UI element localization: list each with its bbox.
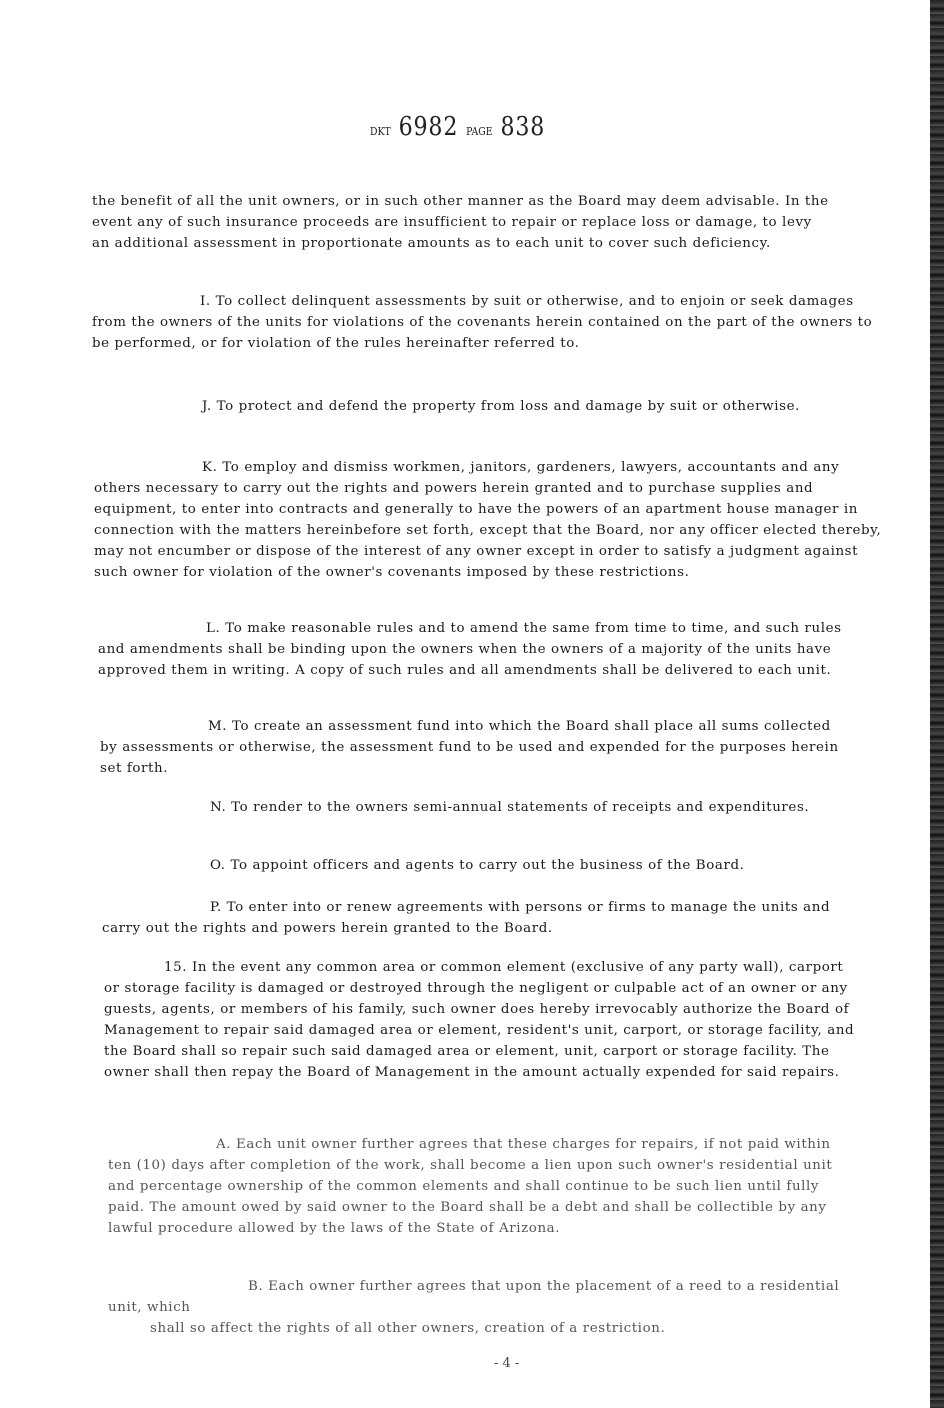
- paragraph-i: I. To collect delinquent assessments by suit or otherwise, and to enjoin or seek damages from the owners of the units for violations of the covenants herein contained on the part of the owners to be performed, or for violation of the rules hereinafter referred to.: [92, 294, 873, 351]
- docket-number: 6982: [398, 112, 459, 142]
- page-number: 838: [500, 112, 546, 142]
- paragraph-p: P. To enter into or renew agreements with persons or firms to manage the units and carry out the rights and powers herein granted to the Board.: [102, 900, 831, 936]
- paragraph-j: J. To protect and defend the property from loss and damage by suit or otherwise.: [202, 399, 800, 414]
- paragraph-n: N. To render to the owners semi-annual statements of receipts and expenditures.: [210, 800, 810, 815]
- paragraph-b-continuation: shall so affect the rights of all other owners, creation of a restriction.: [150, 1321, 666, 1336]
- docket-label: DKT: [370, 125, 391, 138]
- scan-edge-artifact: [930, 0, 944, 1408]
- paragraph-continuation: the benefit of all the unit owners, or in such other manner as the Board may deem advisable. In the event any of such insurance proceeds are insufficient to repair or replace loss or damage, to levy an additional assessment in proportionate amounts as to each unit to cover such deficiency.: [92, 194, 829, 251]
- paragraph-b: B. Each owner further agrees that upon the placement of a reed to a residential unit, which: [108, 1279, 840, 1315]
- docket-header: [370, 112, 545, 142]
- page-label: PAGE: [466, 125, 493, 138]
- paragraph-a: A. Each unit owner further agrees that these charges for repairs, if not paid within ten (10) days after completion of the work, shall become a lien upon such owner's residential unit and percentage ownership of the common elements and shall continue to be such lien until fully paid. The amount owed by said owner to the Board shall be a debt and shall be collectible by any lawful procedure allowed by the laws of the State of Arizona.: [108, 1137, 833, 1236]
- paragraph-15: 15. In the event any common area or common element (exclusive of any party wall), carport or storage facility is damaged or destroyed through the negligent or culpable act of an owner or any guests, agents, or members of his family, such owner does hereby irrevocably authorize the Board of Management to repair said damaged area or element, resident's unit, carport, or storage facility, and the Board shall so repair such said damaged area or element, unit, carport or storage facility. The owner shall then repay the Board of Management in the amount actually expended for said repairs.: [104, 960, 855, 1080]
- paragraph-l: L. To make reasonable rules and to amend the same from time to time, and such rules and amendments shall be binding upon the owners when the owners of a majority of the units have approved them in writing. A copy of such rules and all amendments shall be delivered to each unit.: [98, 621, 842, 678]
- paragraph-k: K. To employ and dismiss workmen, janitors, gardeners, lawyers, accountants and any others necessary to carry out the rights and powers herein granted and to purchase supplies and equipment, to enter into contracts and generally to have the powers of an apartment house manager in connection with the matters hereinbefore set forth, except that the Board, nor any officer elected thereby, may not encumber or dispose of the interest of any owner except in order to satisfy a judgment against such owner for violation of the owner's covenants imposed by these restrictions.: [94, 460, 882, 580]
- paragraph-o: O. To appoint officers and agents to carry out the business of the Board.: [210, 858, 745, 873]
- paragraph-m: M. To create an assessment fund into which the Board shall place all sums collected by assessments or otherwise, the assessment fund to be used and expended for the purposes herein set forth.: [100, 719, 839, 776]
- page-folio: - 4 -: [494, 1356, 520, 1371]
